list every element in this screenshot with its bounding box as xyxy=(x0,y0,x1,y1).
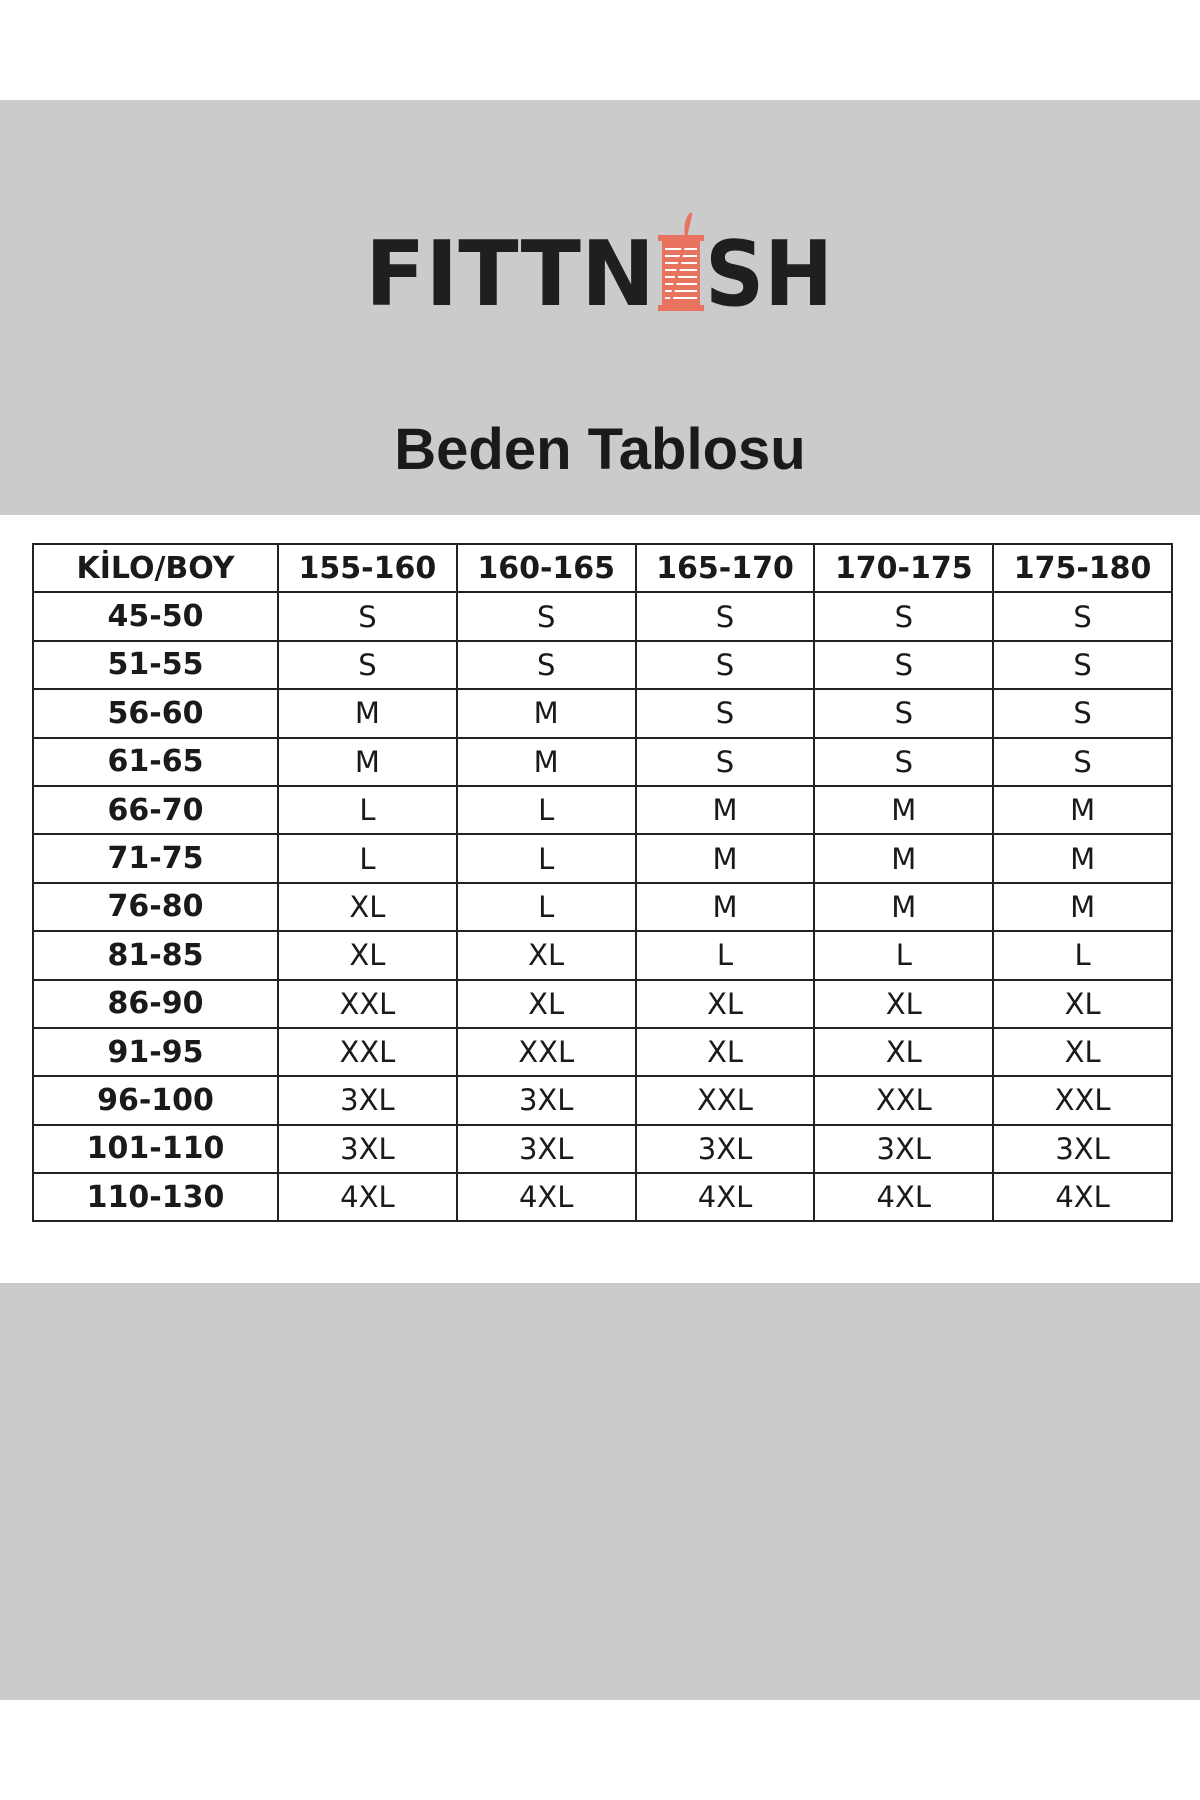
size-cell: XL xyxy=(993,980,1172,1028)
size-cell: M xyxy=(993,786,1172,834)
table-row xyxy=(33,1076,1172,1124)
height-column-header: 160-165 xyxy=(457,544,636,592)
size-cell: XXL xyxy=(814,1076,993,1124)
corner-header: KİLO/BOY xyxy=(33,544,278,592)
size-cell: XL xyxy=(814,980,993,1028)
size-cell: XL xyxy=(457,931,636,979)
size-cell: XXL xyxy=(278,1028,457,1076)
weight-range-cell: 66-70 xyxy=(33,786,278,834)
weight-range-cell: 56-60 xyxy=(33,689,278,737)
size-cell: S xyxy=(814,738,993,786)
size-cell: M xyxy=(457,738,636,786)
size-cell: S xyxy=(278,592,457,640)
table-row xyxy=(33,689,1172,737)
size-cell: 4XL xyxy=(993,1173,1172,1221)
size-cell: XL xyxy=(278,883,457,931)
size-cell: 3XL xyxy=(278,1125,457,1173)
size-cell: S xyxy=(814,592,993,640)
weight-range-cell: 51-55 xyxy=(33,641,278,689)
footer-background xyxy=(0,1283,1200,1700)
size-cell: S xyxy=(993,592,1172,640)
weight-range-cell: 110-130 xyxy=(33,1173,278,1221)
size-cell: 4XL xyxy=(278,1173,457,1221)
size-cell: S xyxy=(278,641,457,689)
size-cell: S xyxy=(814,641,993,689)
size-cell: L xyxy=(457,786,636,834)
size-cell: XL xyxy=(814,1028,993,1076)
weight-range-cell: 86-90 xyxy=(33,980,278,1028)
size-cell: XXL xyxy=(636,1076,815,1124)
size-cell: M xyxy=(457,689,636,737)
size-cell: 3XL xyxy=(457,1125,636,1173)
brand-logo xyxy=(0,205,1200,320)
size-cell: S xyxy=(457,641,636,689)
size-cell: S xyxy=(636,592,815,640)
weight-range-cell: 61-65 xyxy=(33,738,278,786)
size-cell: L xyxy=(457,834,636,882)
size-cell: 4XL xyxy=(457,1173,636,1221)
size-cell: S xyxy=(457,592,636,640)
height-column-header: 175-180 xyxy=(993,544,1172,592)
table-row xyxy=(33,641,1172,689)
size-cell: 4XL xyxy=(814,1173,993,1221)
size-cell: 3XL xyxy=(814,1125,993,1173)
size-cell: M xyxy=(636,786,815,834)
table-row xyxy=(33,738,1172,786)
weight-range-cell: 81-85 xyxy=(33,931,278,979)
size-cell: S xyxy=(814,689,993,737)
table-row xyxy=(33,834,1172,882)
size-cell: S xyxy=(993,641,1172,689)
size-cell: S xyxy=(636,689,815,737)
size-cell: XL xyxy=(457,980,636,1028)
size-cell: 4XL xyxy=(636,1173,815,1221)
size-cell: L xyxy=(457,883,636,931)
size-cell: M xyxy=(278,738,457,786)
size-cell: XL xyxy=(993,1028,1172,1076)
table-row xyxy=(33,1125,1172,1173)
size-cell: L xyxy=(636,931,815,979)
table-row xyxy=(33,883,1172,931)
thread-spool-icon xyxy=(658,213,704,311)
size-cell: M xyxy=(814,786,993,834)
weight-range-cell: 45-50 xyxy=(33,592,278,640)
height-column-header: 170-175 xyxy=(814,544,993,592)
size-cell: M xyxy=(636,883,815,931)
height-column-header: 165-170 xyxy=(636,544,815,592)
size-cell: S xyxy=(993,738,1172,786)
size-cell: XL xyxy=(278,931,457,979)
size-cell: XL xyxy=(636,980,815,1028)
table-row xyxy=(33,1028,1172,1076)
svg-text:FITTN: FITTN xyxy=(365,222,655,320)
size-cell: 3XL xyxy=(278,1076,457,1124)
size-cell: 3XL xyxy=(636,1125,815,1173)
weight-range-cell: 76-80 xyxy=(33,883,278,931)
size-cell: XXL xyxy=(457,1028,636,1076)
table-row xyxy=(33,592,1172,640)
size-cell: M xyxy=(993,834,1172,882)
size-cell: S xyxy=(636,738,815,786)
size-cell: S xyxy=(993,689,1172,737)
size-cell: M xyxy=(814,883,993,931)
svg-text:SH: SH xyxy=(705,222,833,320)
size-cell: 3XL xyxy=(457,1076,636,1124)
size-cell: L xyxy=(814,931,993,979)
table-row xyxy=(33,931,1172,979)
size-cell: L xyxy=(993,931,1172,979)
size-cell: XXL xyxy=(278,980,457,1028)
page-title: Beden Tablosu xyxy=(394,417,806,482)
table-row xyxy=(33,980,1172,1028)
table-row xyxy=(33,1173,1172,1221)
table-header-row xyxy=(33,544,1172,592)
size-cell: L xyxy=(278,834,457,882)
height-column-header: 155-160 xyxy=(278,544,457,592)
size-cell: S xyxy=(636,641,815,689)
size-cell: M xyxy=(278,689,457,737)
size-cell: L xyxy=(278,786,457,834)
brand-logo-graphic xyxy=(365,205,835,320)
size-cell: 3XL xyxy=(993,1125,1172,1173)
weight-range-cell: 71-75 xyxy=(33,834,278,882)
size-cell: XL xyxy=(636,1028,815,1076)
size-cell: XXL xyxy=(993,1076,1172,1124)
weight-range-cell: 96-100 xyxy=(33,1076,278,1124)
size-chart-table xyxy=(32,543,1173,1222)
size-cell: M xyxy=(636,834,815,882)
weight-range-cell: 91-95 xyxy=(33,1028,278,1076)
table-row xyxy=(33,786,1172,834)
weight-range-cell: 101-110 xyxy=(33,1125,278,1173)
size-cell: M xyxy=(993,883,1172,931)
size-cell: M xyxy=(814,834,993,882)
